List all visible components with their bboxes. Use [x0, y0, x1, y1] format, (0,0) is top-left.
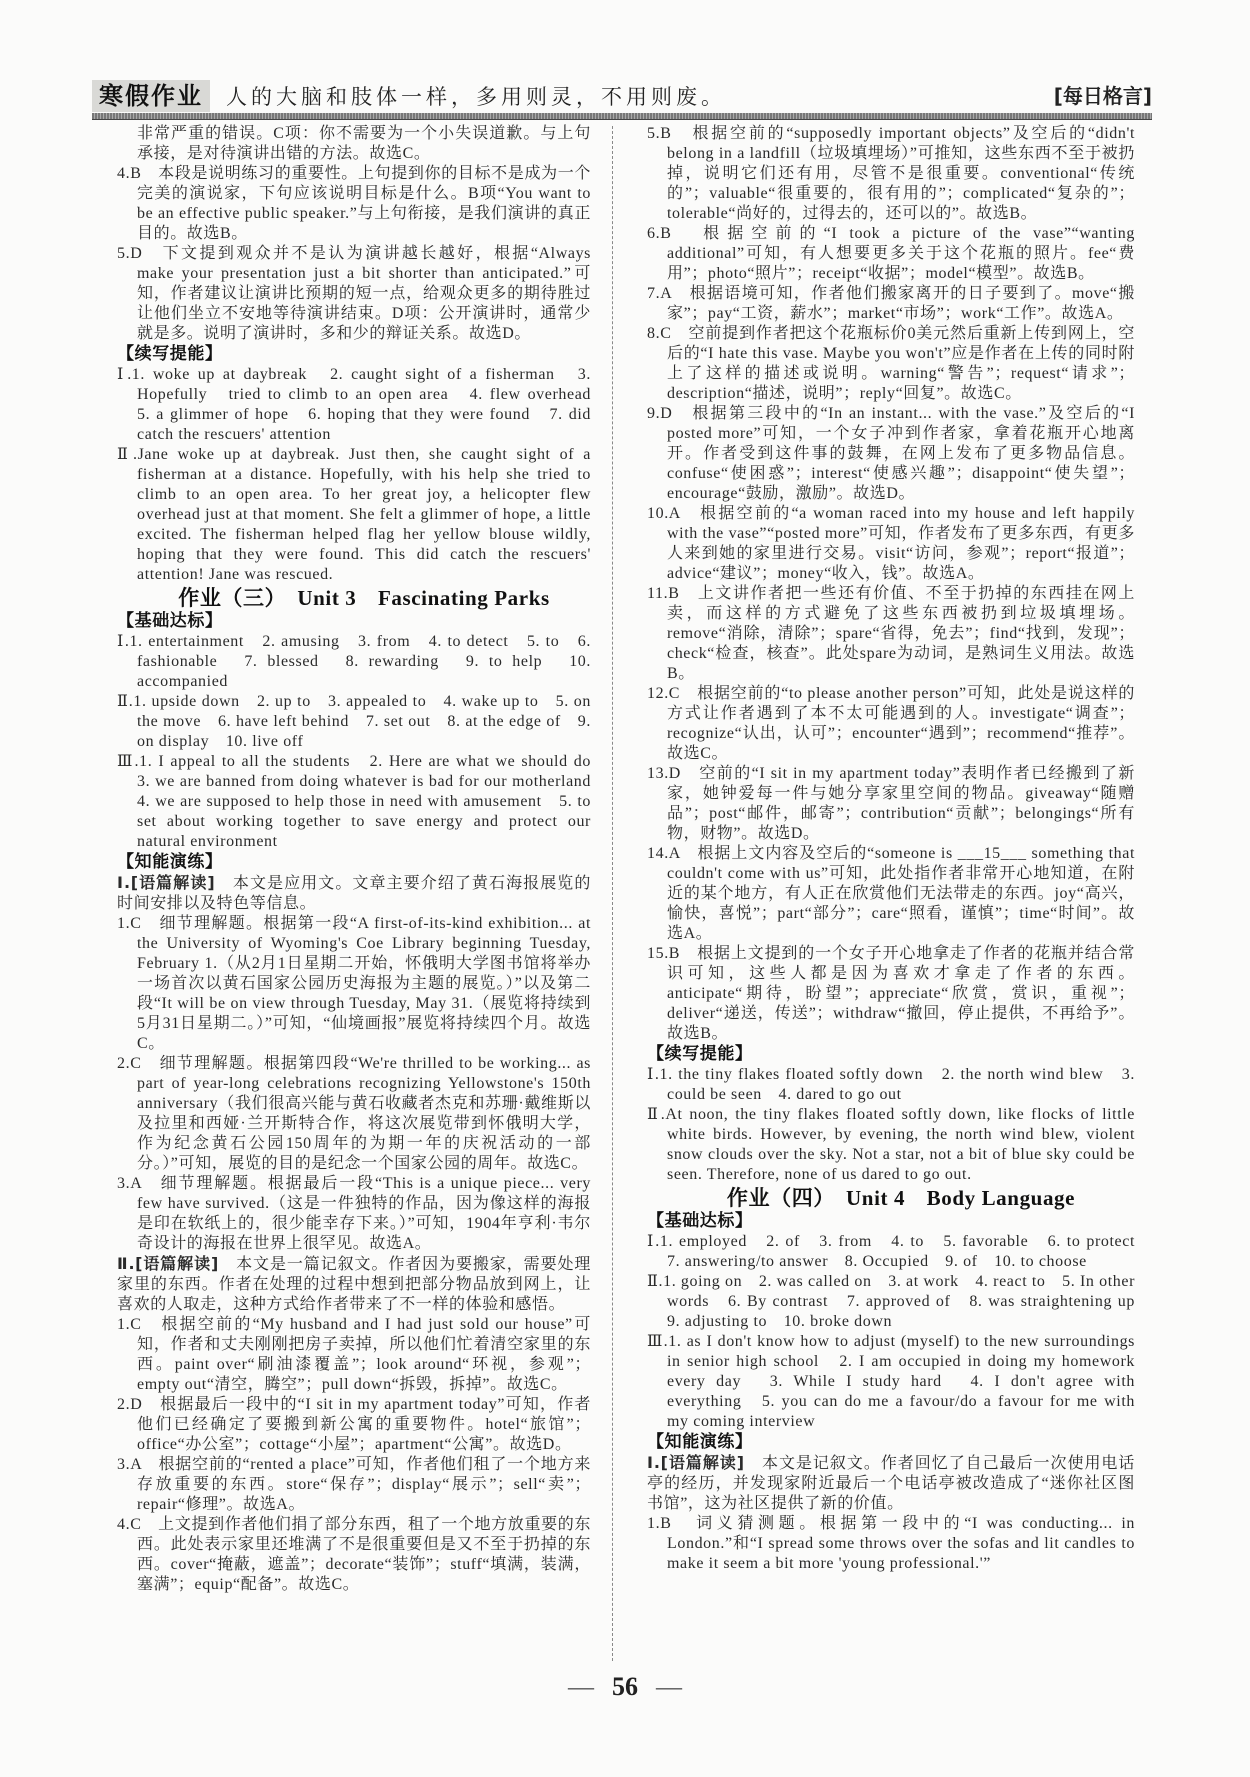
- section-heading: 【知能演练】: [647, 1432, 753, 1452]
- left-column: [117, 124, 608, 1595]
- answer-item: 1.C 根据空前的“My husband and I had just sold our house”可知，作者和丈夫刚刚把房子卖掉，所以他们忙着清空家里的东西。paint over“刷油漆覆盖”；look around“环视，参观”；empty out“清空，腾空”；pull down“拆毁，拆掉”。故选C。: [117, 1316, 591, 1393]
- answer-item: 9.D 根据第三段中的“In an instant... with the vase.”及空后的“I posted more”可知，一个女子冲到作者家，拿着花瓶开心地离开。作者受到这件事的鼓舞，在网上发布了更多物品信息。confuse“使困惑”；interest“使感兴趣”；disappoint“使失望”；encourage“鼓励，激励”。故选D。: [647, 405, 1135, 502]
- answer-item: 5.B 根据空前的“supposedly important objects”及空后的“didn't belong in a landfill（垃圾填埋场）”可推知，这些东西不至于被扔掉，说明它们还有用，尽管不是很重要。conventional“传统的”；valuable“很重要的，很有用的”；complicated“复杂的”；tolerable“尚好的，过得去的，还可以的”。故选B。: [647, 125, 1135, 222]
- answer-item: Ⅲ.1. I appeal to all the students 2. Here are what we should do 3. we are banned from doing whatever is bad for our motherland 4. we are supposed to help those in need with amusement 5. to set about working together to save energy and protect our natural environment: [117, 753, 608, 850]
- answer-item: Ⅰ.1. employed 2. of 3. from 4. to 5. favorable 6. to protect 7. answering/to answer 8. Occupied 9. of 10. to choose: [647, 1233, 1152, 1270]
- header-rule: [92, 113, 1152, 120]
- passage-label: Ⅰ.[语篇解读]: [117, 873, 216, 892]
- answer-item: Ⅱ.At noon, the tiny flakes floated softly down, like flocks of little white birds. However, by evening, the north wind blew, violent snow clouds over the sky. Not a star, not a bit of blue sky could be seen. Therefore, none of us dared to go out.: [647, 1106, 1135, 1183]
- answer-item: 4.B 本段是说明练习的重要性。上句提到你的目标不是成为一个完美的演说家，下句应该说明目标是什么。B项“You want to be an effective public speaker.”与上句衔接，是我们演讲的真正目的。故选B。: [117, 165, 591, 242]
- answer-item: Ⅰ.1. the tiny flakes floated softly down 2. the north wind blew 3. could be seen 4. dared to go out: [647, 1066, 1135, 1103]
- answer-item: 15.B 根据上文提到的一个女子开心地拿走了作者的花瓶并结合常识可知，这些人都是因为喜欢才拿走了作者的东西。anticipate“期待，盼望”；appreciate“欣赏，赏识，重视”；deliver“递送，传送”；withdraw“撤回，停止提供，不再给予”。故选B。: [647, 945, 1135, 1042]
- answer-item: 5.D 下文提到观众并不是认为演讲越长越好，根据“Always make your presentation just a bit shorter than anticipated.”可知，作者建议让演讲比预期的短一点，给观众更多的期待胜过让他们坐立不安地等待演讲结束。D项：公开演讲时，通常少就是多。说明了演讲时，多和少的辩证关系。故选D。: [117, 245, 591, 342]
- answer-item: Ⅲ.1. as I don't know how to adjust (myself) to the new surroundings in senior high school 2. I am occupied in doing my homework every day 3. While I study hard 4. I don't agree with everything 5. you can do me a favour/do a favour for me with my coming interview: [647, 1333, 1135, 1430]
- answer-item: Ⅱ.1. upside down 2. up to 3. appealed to 4. wake up to 5. on the move 6. have left behind 7. set out 8. at the edge of 9. on display 10. live off: [117, 693, 591, 750]
- answer-item: Ⅰ.1. woke up at daybreak 2. caught sight of a fisherman 3. Hopefully tried to climb to an open area 4. flew overhead 5. a glimmer of hope 6. hoping that they were found 7. did catch the rescuers' attention: [117, 366, 608, 443]
- passage-text: 本文是应用文。文章主要介绍了黄石海报展览的时间安排以及特色等信息。: [117, 875, 591, 912]
- answer-item: 14.A 根据上文内容及空后的“someone is ___15___ something that couldn't come with us”可知，此处指作者非常开心地知道，在附近的某个地方，有人正在欣赏他们无法带走的东西。joy“高兴，愉快，喜悦”；part“部分”；care“照看，谨慎”；time“时间”。故选A。: [647, 845, 1135, 942]
- motto-tag: [每日格言]: [1053, 84, 1152, 108]
- answer-item: 10.A 根据空前的“a woman raced into my house and left happily with the vase”“posted more”可知，作者发布了更多东西，有更多人来到她的家里进行交易。visit“访问，参观”；report“报道”；advice“建议”；money“收入，钱”。故选A。: [647, 505, 1135, 582]
- page-number: 56: [612, 1672, 638, 1701]
- answer-item: 2.D 根据最后一段中的“I sit in my apartment today”可知，作者他们已经确定了要搬到新公寓的重要物件。hotel“旅馆”；office“办公室”；cottage“小屋”；apartment“公寓”。故选D。: [117, 1396, 591, 1453]
- passage-label: Ⅱ.[语篇解读]: [117, 1254, 219, 1273]
- answer-item: 12.C 根据空前的“to please another person”可知，此处是说这样的方式让作者遇到了本不太可能遇到的人。investigate“调查”；recognize“认出，认可”；encounter“遇到”；recommend“推荐”。故选C。: [647, 685, 1135, 762]
- page-header: [92, 80, 1152, 114]
- passage-summary: [117, 873, 591, 914]
- answer-item: 1.B 词义猜测题。根据第一段中的“I was conducting... in London.”和“I spread some throws over the sofas and lit candles to make it seem a bit more 'young professional.'”: [647, 1515, 1135, 1572]
- passage-summary: [647, 1453, 1135, 1514]
- answer-item: 6.B 根据空前的“I took a picture of the vase”“wanting additional”可知，有人想要更多关于这个花瓶的照片。fee“费用”；photo“照片”；receipt“收据”；model“模型”。故选B。: [647, 225, 1135, 282]
- section-heading: 【基础达标】: [117, 611, 223, 631]
- answer-item: Ⅱ.1. going on 2. was called on 3. at work 4. react to 5. In other words 6. By contrast 7. approved of 8. was straightening up 9. adjusting to 10. broke down: [647, 1273, 1152, 1330]
- passage-label: Ⅰ.[语篇解读]: [647, 1453, 745, 1472]
- answer-item: 11.B 上文讲作者把一些还有价值、不至于扔掉的东西挂在网上卖，而这样的方式避免了这些东西被扔到垃圾填埋场。remove“消除，清除”；spare“省得，免去”；find“找到，发现”；check“检查，核查”。此处spare为动词，是熟词生义用法。故选B。: [647, 585, 1135, 682]
- answer-item: 4.C 上文提到作者他们捐了部分东西，租了一个地方放重要的东西。此处表示家里还堆满了不是很重要但是又不至于扔掉的东西。cover“掩蔽，遮盖”；decorate“装饰”；stuff“填满，装满，塞满”；equip“配备”。故选C。: [117, 1516, 591, 1593]
- answer-continuation: 非常严重的错误。C项：你不需要为一个小失误道歉。与上句承接，是对待演讲出错的方法。故选C。: [137, 125, 591, 162]
- answer-item: 1.C 细节理解题。根据第一段“A first-of-its-kind exhibition... at the University of Wyoming's Coe Library beginning Tuesday, February 1.（从2月1日星期二开始，怀俄明大学图书馆将举办一场首次以黄石国家公园历史海报为主题的展览。）”以及第二段“It will be on view through Tuesday, May 31.（展览将持续到5月31日星期二。）”可知，“仙境画报”展览将持续四个月。故选C。: [117, 915, 591, 1052]
- series-badge: 寒假作业: [92, 80, 210, 112]
- answer-item: Ⅱ.Jane woke up at daybreak. Just then, she caught sight of a fisherman at a distance. Hopefully, with his help she tried to climb to an open area. To her great joy, a helicopter flew overhead just at that moment. She felt a glimmer of hope, a little excited. The fisherman helped flag her yellow blouse wildly, hoping that they were found. This did catch the rescuers' attention! Jane was rescued.: [117, 446, 591, 583]
- unit-title: 作业（三） Unit 3 Fascinating Parks: [178, 586, 550, 610]
- passage-summary: [117, 1254, 591, 1315]
- answer-item: 3.A 细节理解题。根据最后一段“This is a unique piece... very few have survived.（这是一件独特的作品，因为像这样的海报是印在软纸上的，很少能幸存下来。）”可知，1904年亨利·韦尔奇设计的海报在世界上很罕见。故选A。: [117, 1175, 591, 1252]
- page-footer: [0, 1672, 1250, 1702]
- daily-motto: 人的大脑和肢体一样，多用则灵，不用则废。: [226, 85, 726, 109]
- answer-item: 8.C 空前提到作者把这个花瓶标价0美元然后重新上传到网上，空后的“I hate this vase. Maybe you won't”应是作者在上传的同时附上了这样的描述或说明。warning“警告”；request“请求”；description“描述，说明”；reply“回复”。故选C。: [647, 325, 1135, 402]
- section-heading: 【续写提能】: [117, 344, 223, 364]
- answer-item: 13.D 空前的“I sit in my apartment today”表明作者已经搬到了新家，她钟爱每一件与她分享家里空间的物品。giveaway“随赠品”；post“邮件，邮寄”；contribution“贡献”；belongings“所有物，财物”。故选D。: [647, 765, 1135, 842]
- footer-dash-right: —: [656, 1672, 682, 1701]
- answer-item: 7.A 根据语境可知，作者他们搬家离开的日子要到了。move“搬家”；pay“工资，薪水”；market“市场”；work“工作”。故选A。: [647, 285, 1135, 322]
- unit-title: 作业（四） Unit 4 Body Language: [726, 1186, 1076, 1210]
- passage-text: 本文是记叙文。作者回忆了自己最后一次使用电话亭的经历，并发现家附近最后一个电话亭被改造成了“迷你社区图书馆”，这为社区提供了新的价值。: [647, 1455, 1135, 1512]
- section-heading: 【基础达标】: [647, 1211, 753, 1231]
- right-column: [647, 124, 1152, 1574]
- passage-text: 本文是一篇记叙文。作者因为要搬家，需要处理家里的东西。作者在处理的过程中想到把部分物品放到网上，让喜欢的人取走，这种方式给作者带来了不一样的体验和感悟。: [117, 1256, 591, 1313]
- answer-item: 3.A 根据空前的“rented a place”可知，作者他们租了一个地方来存放重要的东西。store“保存”；display“展示”；sell“卖”；repair“修理”。故选A。: [117, 1456, 591, 1513]
- section-heading: 【知能演练】: [117, 852, 223, 872]
- section-heading: 【续写提能】: [647, 1044, 753, 1064]
- footer-dash-left: —: [568, 1672, 594, 1701]
- column-divider: [612, 126, 613, 1661]
- answer-item: Ⅰ.1. entertainment 2. amusing 3. from 4. to detect 5. to 6. fashionable 7. blessed 8. rewarding 9. to help 10. accompanied: [117, 633, 591, 690]
- answer-item: 2.C 细节理解题。根据第四段“We're thrilled to be working... as part of year-long celebrations recognizing Yellowstone's 150th anniversary（我们很高兴能与黄石收藏者杰克和苏珊·戴维斯以及拉里和西娅·兰开斯特合作，将这次展览带到怀俄明大学，作为纪念黄石公园150周年的为期一年的庆祝活动的一部分。）”可知，展览的目的是纪念一个国家公园的周年。故选C。: [117, 1055, 591, 1172]
